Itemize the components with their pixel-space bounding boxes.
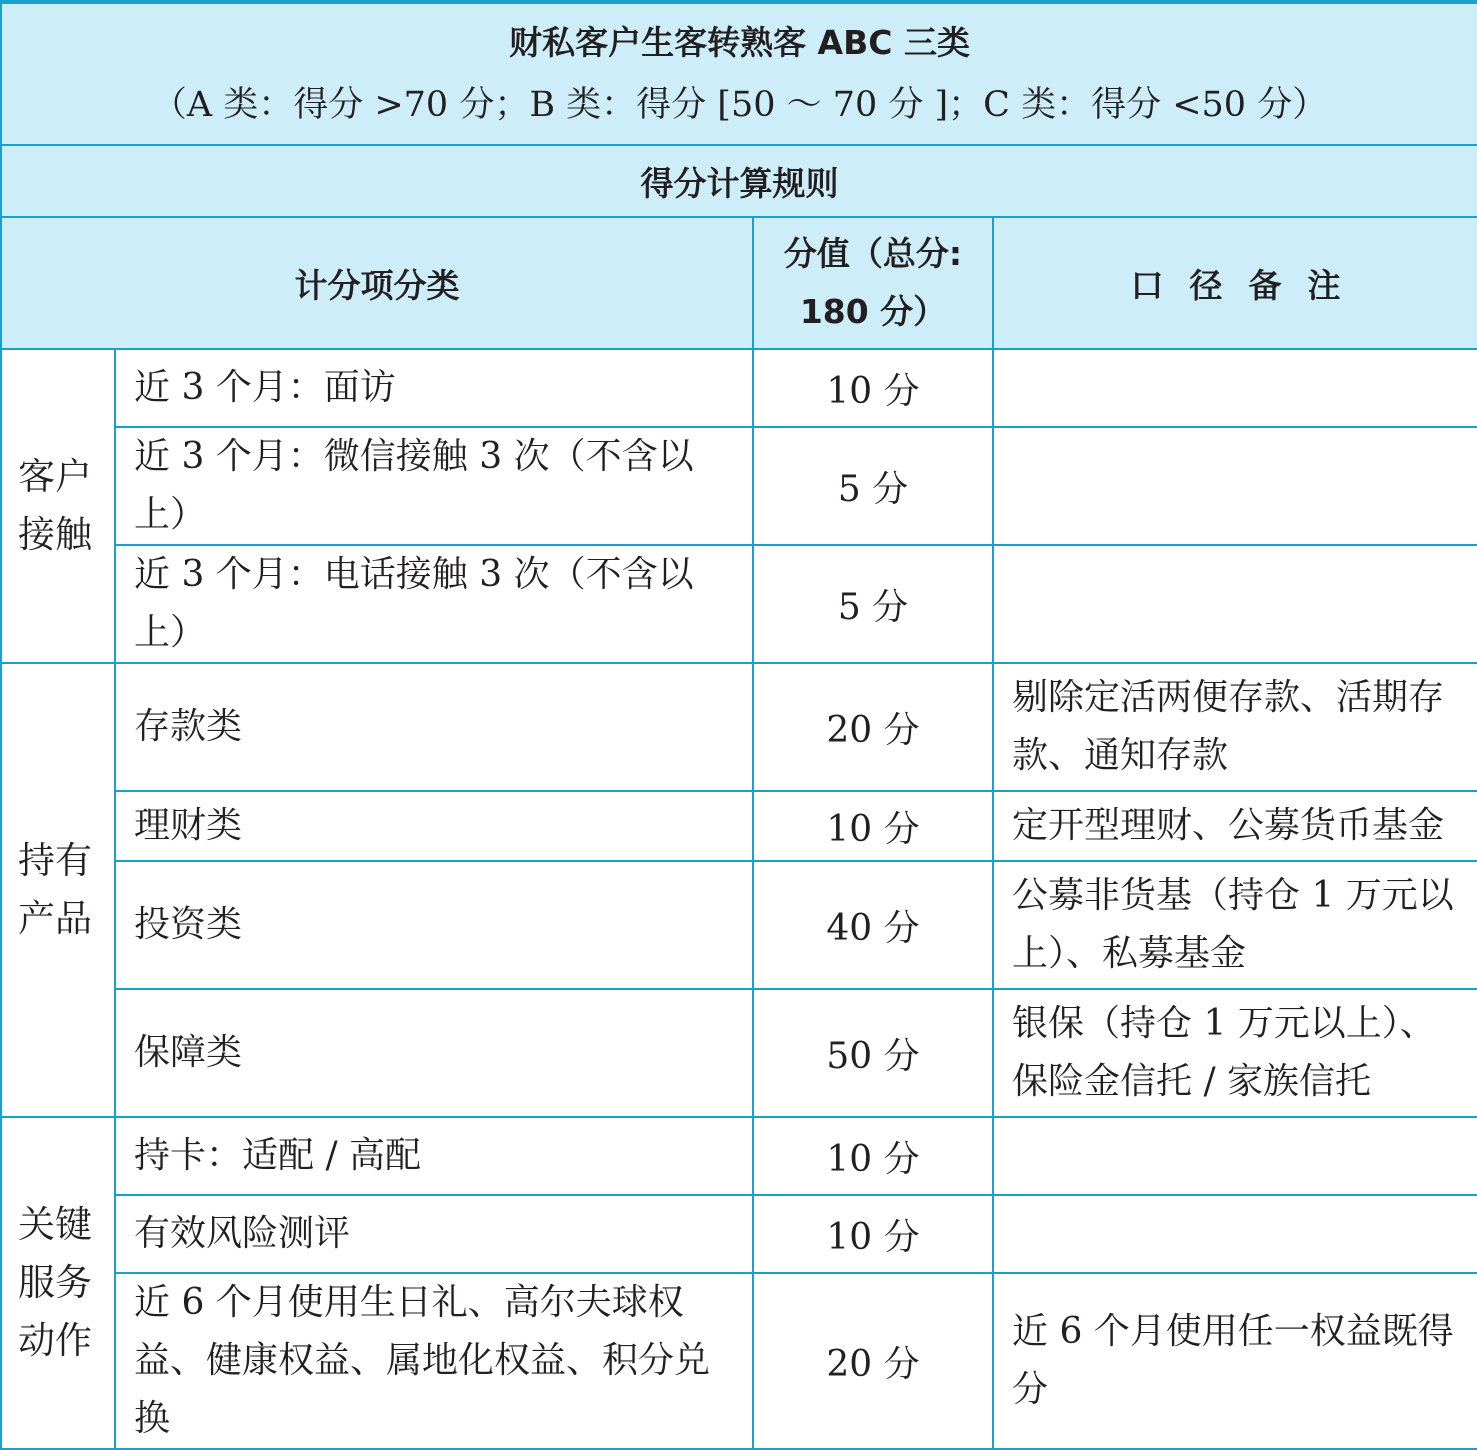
- table-title: [1, 2, 1477, 145]
- score-cell: 50 分: [753, 989, 993, 1117]
- note-cell: [993, 1195, 1477, 1273]
- note-cell: 公募非货基（持仓 1 万元以上）、私募基金: [993, 861, 1477, 989]
- note-cell: 近 6 个月使用任一权益既得分: [993, 1273, 1477, 1449]
- item-cell: 有效风险测评: [115, 1195, 753, 1273]
- item-cell: 近 6 个月使用生日礼、高尔夫球权益、健康权益、属地化权益、积分兑换: [115, 1273, 753, 1449]
- score-cell: 10 分: [753, 1195, 993, 1273]
- category-cell: [1, 663, 115, 1117]
- item-cell: 保障类: [115, 989, 753, 1117]
- note-cell: [993, 349, 1477, 427]
- category-label: 持有产品: [18, 839, 92, 940]
- column-header-score-line1: 分值（总分:: [783, 234, 963, 273]
- category-label: 关键服务动作: [18, 1203, 92, 1362]
- table-row: [1, 1117, 1477, 1195]
- column-header-score: [753, 217, 993, 349]
- score-cell: 20 分: [753, 663, 993, 791]
- score-cell: 10 分: [753, 1117, 993, 1195]
- score-cell: 5 分: [753, 545, 993, 663]
- note-cell: 银保（持仓 1 万元以上）、保险金信托 / 家族信托: [993, 989, 1477, 1117]
- table-row: [1, 989, 1477, 1117]
- note-cell: [993, 545, 1477, 663]
- table-row: [1, 1273, 1477, 1449]
- note-cell: 定开型理财、公募货币基金: [993, 791, 1477, 861]
- category-cell: [1, 349, 115, 663]
- item-cell: 存款类: [115, 663, 753, 791]
- item-cell: 理财类: [115, 791, 753, 861]
- column-header-score-line2: 180 分）: [799, 292, 947, 331]
- table-row: [1, 1195, 1477, 1273]
- score-cell: 40 分: [753, 861, 993, 989]
- table-row: [1, 663, 1477, 791]
- score-cell: 10 分: [753, 349, 993, 427]
- item-cell: 近 3 个月：面访: [115, 349, 753, 427]
- item-cell: 投资类: [115, 861, 753, 989]
- item-cell: 近 3 个月：微信接触 3 次（不含以上）: [115, 427, 753, 545]
- note-cell: [993, 427, 1477, 545]
- column-header-category: 计分项分类: [1, 217, 753, 349]
- note-cell: 剔除定活两便存款、活期存款、通知存款: [993, 663, 1477, 791]
- score-cell: 10 分: [753, 791, 993, 861]
- note-cell: [993, 1117, 1477, 1195]
- score-cell: 5 分: [753, 427, 993, 545]
- category-label: 客户接触: [18, 455, 92, 556]
- column-header-note: 口径备注: [993, 217, 1477, 349]
- title-grade-ranges: （A 类：得分 >70 分；B 类：得分 [50 ～ 70 分 ]；C 类：得分 <50 分）: [151, 85, 1328, 125]
- category-cell: [1, 1117, 115, 1449]
- rule-header: 得分计算规则: [1, 145, 1477, 217]
- item-cell: 持卡：适配 / 高配: [115, 1117, 753, 1195]
- table-row: [1, 791, 1477, 861]
- table-row: [1, 427, 1477, 545]
- item-cell: 近 3 个月：电话接触 3 次（不含以上）: [115, 545, 753, 663]
- table-row: [1, 861, 1477, 989]
- table-row: [1, 545, 1477, 663]
- score-cell: 20 分: [753, 1273, 993, 1449]
- table-row: [1, 349, 1477, 427]
- title-main: 财私客户生客转熟客 ABC 三类: [509, 23, 970, 62]
